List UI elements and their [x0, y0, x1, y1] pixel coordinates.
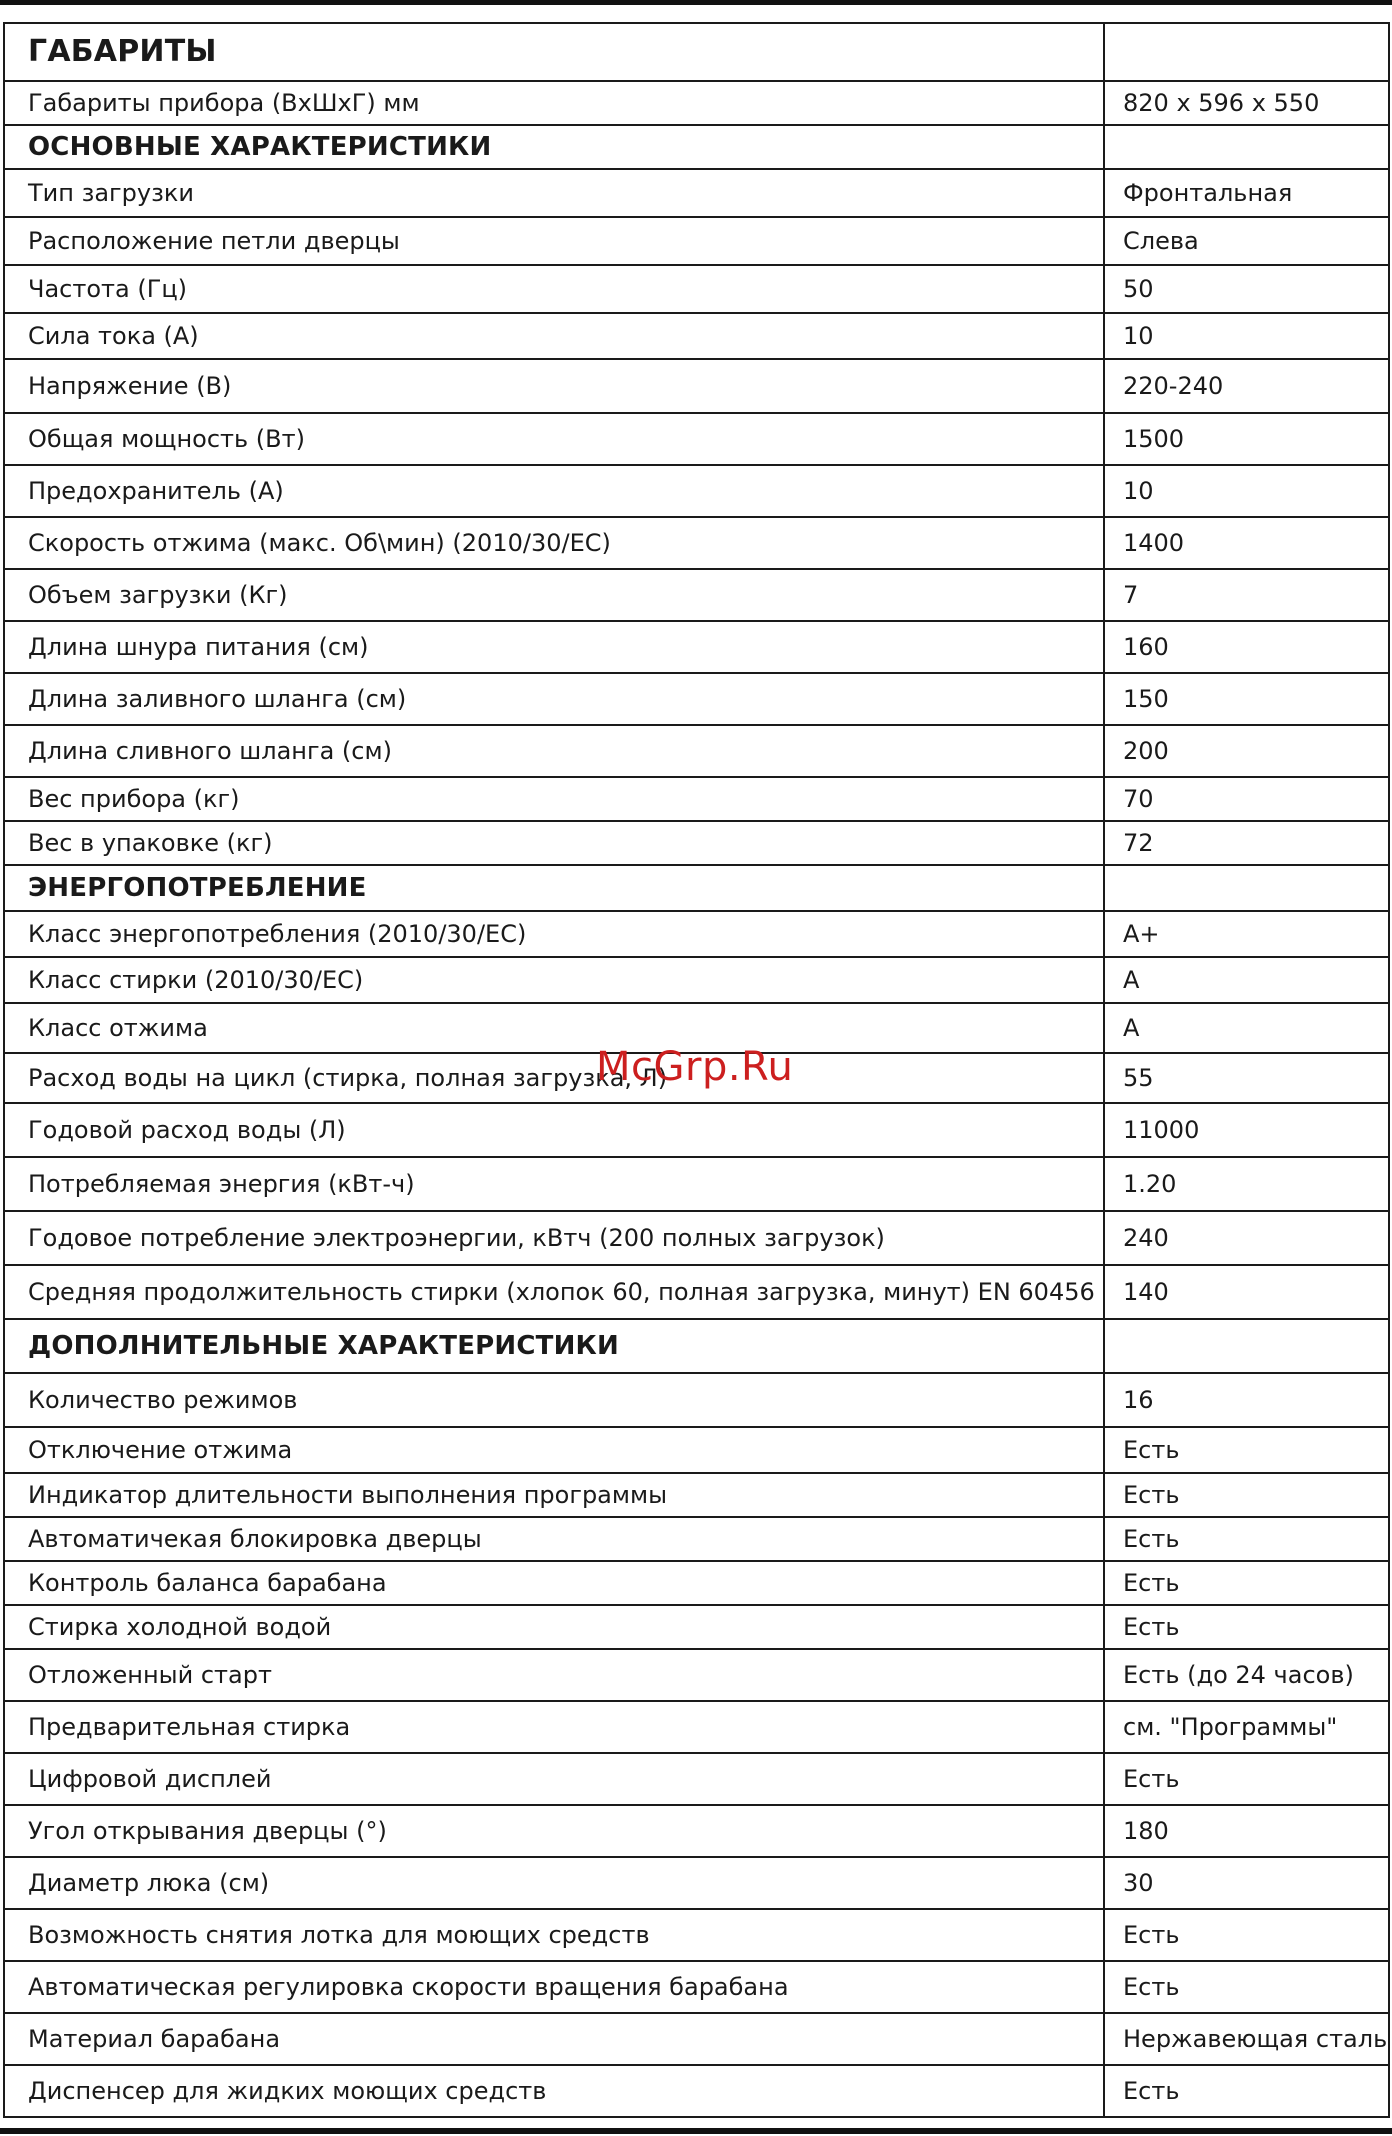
spec-value: Фронтальная: [1104, 169, 1389, 217]
spec-label: Частота (Гц): [4, 265, 1104, 313]
spec-label: Отключение отжима: [4, 1427, 1104, 1473]
spec-label: Индикатор длительности выполнения программы: [4, 1473, 1104, 1517]
spec-value: [1104, 1319, 1389, 1373]
spec-row: [4, 621, 1389, 673]
spec-row: [4, 217, 1389, 265]
spec-label: Длина заливного шланга (см): [4, 673, 1104, 725]
spec-row: [4, 673, 1389, 725]
section-title: ОСНОВНЫЕ ХАРАКТЕРИСТИКИ: [4, 125, 1104, 169]
spec-row: [4, 359, 1389, 413]
section-header-row: [4, 1319, 1389, 1373]
spec-value: 820 x 596 x 550: [1104, 81, 1389, 125]
spec-value: Есть: [1104, 1605, 1389, 1649]
spec-row: [4, 1561, 1389, 1605]
spec-value: 10: [1104, 313, 1389, 359]
spec-value: 200: [1104, 725, 1389, 777]
section-header-row: [4, 23, 1389, 81]
spec-row: [4, 911, 1389, 957]
spec-row: [4, 2013, 1389, 2065]
spec-value: A+: [1104, 911, 1389, 957]
spec-row: [4, 2065, 1389, 2117]
spec-row: [4, 725, 1389, 777]
spec-label: Автоматичекая блокировка дверцы: [4, 1517, 1104, 1561]
spec-label: Предварительная стирка: [4, 1701, 1104, 1753]
spec-label: Класс энергопотребления (2010/30/ЕС): [4, 911, 1104, 957]
spec-value: 150: [1104, 673, 1389, 725]
spec-value: Есть: [1104, 1427, 1389, 1473]
spec-label: Класс стирки (2010/30/ЕС): [4, 957, 1104, 1003]
spec-value: Есть: [1104, 1961, 1389, 2013]
spec-row: [4, 1805, 1389, 1857]
spec-value: [1104, 125, 1389, 169]
spec-value: 16: [1104, 1373, 1389, 1427]
spec-label: Потребляемая энергия (кВт-ч): [4, 1157, 1104, 1211]
bottom-rule: [0, 2128, 1392, 2134]
spec-value: Есть: [1104, 2065, 1389, 2117]
spec-value: 1400: [1104, 517, 1389, 569]
spec-value: Есть: [1104, 1517, 1389, 1561]
spec-row: [4, 821, 1389, 865]
spec-value: 240: [1104, 1211, 1389, 1265]
spec-row: [4, 1605, 1389, 1649]
spec-label: Контроль баланса барабана: [4, 1561, 1104, 1605]
spec-value: 50: [1104, 265, 1389, 313]
spec-row: [4, 1649, 1389, 1701]
spec-label: Годовой расход воды (Л): [4, 1103, 1104, 1157]
spec-row: [4, 517, 1389, 569]
spec-label: Вес в упаковке (кг): [4, 821, 1104, 865]
spec-value: 220-240: [1104, 359, 1389, 413]
spec-label: Длина сливного шланга (см): [4, 725, 1104, 777]
spec-label: Скорость отжима (макс. Об\мин) (2010/30/ЕС): [4, 517, 1104, 569]
watermark: McGrp.Ru: [596, 1044, 794, 1090]
spec-label: Сила тока (А): [4, 313, 1104, 359]
spec-row: [4, 169, 1389, 217]
spec-value: A: [1104, 1003, 1389, 1053]
spec-label: Материал барабана: [4, 2013, 1104, 2065]
spec-row: [4, 1157, 1389, 1211]
top-rule: [0, 0, 1392, 5]
spec-row: [4, 1373, 1389, 1427]
spec-label: Предохранитель (А): [4, 465, 1104, 517]
spec-label: Средняя продолжительность стирки (хлопок 60, полная загрузка, минут) EN 60456: [4, 1265, 1104, 1319]
spec-value: [1104, 865, 1389, 911]
spec-label: Отложенный старт: [4, 1649, 1104, 1701]
spec-value: 70: [1104, 777, 1389, 821]
spec-row: [4, 957, 1389, 1003]
spec-row: [4, 413, 1389, 465]
spec-label: Возможность снятия лотка для моющих средств: [4, 1909, 1104, 1961]
spec-row: [4, 1103, 1389, 1157]
spec-label: Общая мощность (Вт): [4, 413, 1104, 465]
spec-value: 1.20: [1104, 1157, 1389, 1211]
spec-label: Количество режимов: [4, 1373, 1104, 1427]
spec-row: [4, 1909, 1389, 1961]
spec-value: Есть (до 24 часов): [1104, 1649, 1389, 1701]
section-title: ДОПОЛНИТЕЛЬНЫЕ ХАРАКТЕРИСТИКИ: [4, 1319, 1104, 1373]
section-header-row: [4, 865, 1389, 911]
spec-label: Объем загрузки (Кг): [4, 569, 1104, 621]
section-title: ЭНЕРГОПОТРЕБЛЕНИЕ: [4, 865, 1104, 911]
spec-value: Слева: [1104, 217, 1389, 265]
spec-label: Цифровой дисплей: [4, 1753, 1104, 1805]
spec-label: Тип загрузки: [4, 169, 1104, 217]
spec-value: 180: [1104, 1805, 1389, 1857]
spec-value: Есть: [1104, 1909, 1389, 1961]
section-header-row: [4, 125, 1389, 169]
spec-value: 160: [1104, 621, 1389, 673]
spec-value: 7: [1104, 569, 1389, 621]
spec-label: Угол открывания дверцы (°): [4, 1805, 1104, 1857]
spec-label: Диаметр люка (см): [4, 1857, 1104, 1909]
spec-label: Автоматическая регулировка скорости вращения барабана: [4, 1961, 1104, 2013]
spec-row: [4, 81, 1389, 125]
spec-row: [4, 1211, 1389, 1265]
spec-row: [4, 777, 1389, 821]
spec-row: [4, 1473, 1389, 1517]
spec-value: Есть: [1104, 1753, 1389, 1805]
spec-row: [4, 569, 1389, 621]
spec-row: [4, 1857, 1389, 1909]
spec-value: A: [1104, 957, 1389, 1003]
spec-label: Напряжение (В): [4, 359, 1104, 413]
spec-row: [4, 1961, 1389, 2013]
spec-value: 1500: [1104, 413, 1389, 465]
spec-value: 11000: [1104, 1103, 1389, 1157]
spec-value: Есть: [1104, 1473, 1389, 1517]
spec-label: Расположение петли дверцы: [4, 217, 1104, 265]
spec-value: 140: [1104, 1265, 1389, 1319]
spec-row: [4, 1753, 1389, 1805]
spec-row: [4, 1265, 1389, 1319]
spec-row: [4, 465, 1389, 517]
spec-value: Нержавеющая сталь: [1104, 2013, 1389, 2065]
spec-label: Вес прибора (кг): [4, 777, 1104, 821]
spec-label: Расход воды на цикл (стирка, полная загрузка, Л): [4, 1053, 1104, 1103]
spec-value: 30: [1104, 1857, 1389, 1909]
spec-value: 55: [1104, 1053, 1389, 1103]
section-title: ГАБАРИТЫ: [4, 23, 1104, 81]
spec-value: см. "Программы": [1104, 1701, 1389, 1753]
spec-row: [4, 1427, 1389, 1473]
spec-label: Габариты прибора (ВхШхГ) мм: [4, 81, 1104, 125]
spec-label: Длина шнура питания (см): [4, 621, 1104, 673]
spec-row: [4, 1701, 1389, 1753]
spec-row: [4, 313, 1389, 359]
spec-value: Есть: [1104, 1561, 1389, 1605]
spec-value: 10: [1104, 465, 1389, 517]
spec-value: 72: [1104, 821, 1389, 865]
spec-value: [1104, 23, 1389, 81]
spec-label: Стирка холодной водой: [4, 1605, 1104, 1649]
spec-row: [4, 265, 1389, 313]
spec-label: Класс отжима: [4, 1003, 1104, 1053]
spec-label: Годовое потребление электроэнергии, кВтч (200 полных загрузок): [4, 1211, 1104, 1265]
spec-row: [4, 1517, 1389, 1561]
spec-label: Диспенсер для жидких моющих средств: [4, 2065, 1104, 2117]
